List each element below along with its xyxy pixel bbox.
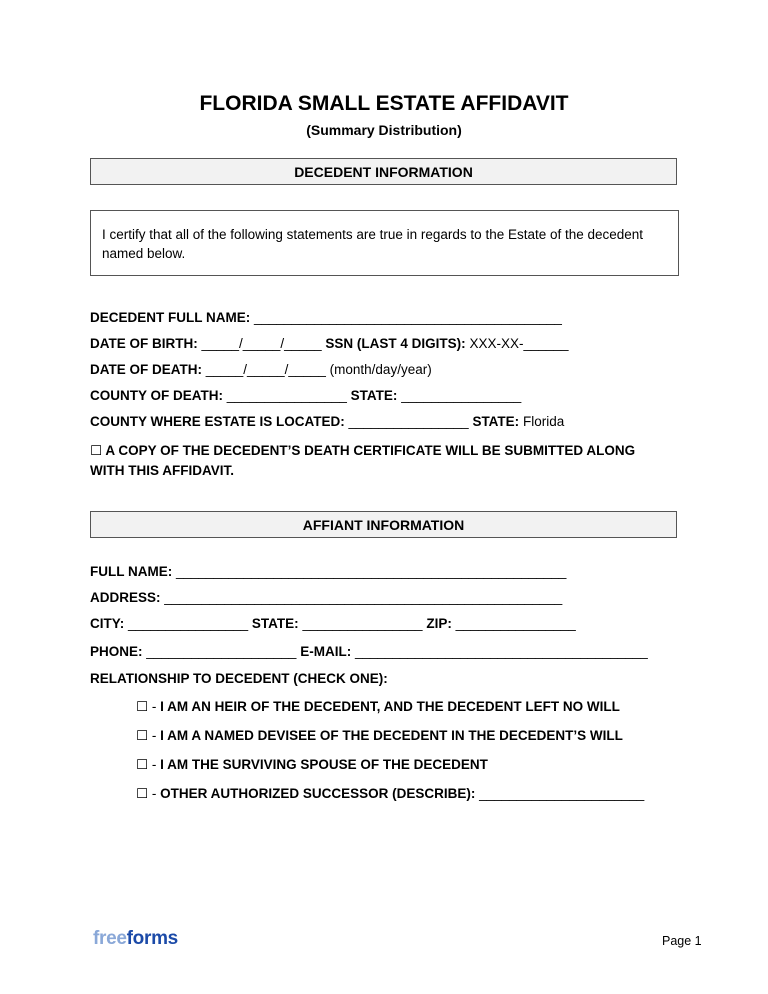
decedent-full-name-row (90, 310, 562, 325)
decedent-full-name-label: DECEDENT FULL NAME: (90, 310, 251, 325)
option-separator: - (148, 786, 161, 801)
affiant-zip-field[interactable]: ________________ (455, 616, 576, 631)
death-certificate-text-line1: A COPY OF THE DECEDENT’S DEATH CERTIFICATE WILL BE SUBMITTED ALONG (105, 443, 636, 458)
affiant-city-state-zip-row (90, 616, 576, 631)
relationship-checkbox[interactable]: ☐ (136, 786, 149, 801)
dod-row (90, 362, 432, 377)
relationship-option (136, 728, 623, 744)
relationship-option-label: OTHER AUTHORIZED SUCCESSOR (DESCRIBE): (160, 786, 476, 801)
affiant-full-name-row (90, 564, 566, 579)
relationship-checkbox[interactable]: ☐ (136, 728, 149, 743)
state-death-label: STATE: (350, 388, 398, 403)
affiant-city-label: CITY: (90, 616, 125, 631)
affiant-zip-label: ZIP: (426, 616, 452, 631)
logo-forms-text: forms (126, 928, 178, 949)
dod-hint: (month/day/year) (329, 362, 432, 377)
affiant-full-name-label: FULL NAME: (90, 564, 173, 579)
affiant-city-field[interactable]: ________________ (128, 616, 249, 631)
relationship-option-label: I AM A NAMED DEVISEE OF THE DECEDENT IN THE DECEDENT’S WILL (160, 728, 623, 743)
affiant-email-label: E-MAIL: (300, 644, 352, 659)
county-death-row (90, 388, 521, 403)
relationship-option-label: I AM AN HEIR OF THE DECEDENT, AND THE DECEDENT LEFT NO WILL (160, 699, 620, 714)
decedent-full-name-field[interactable]: _________________________________________ (254, 310, 562, 325)
affiant-phone-label: PHONE: (90, 644, 143, 659)
option-separator: - (148, 728, 161, 743)
freeforms-logo (93, 928, 178, 950)
county-estate-row (90, 414, 564, 429)
state-death-field[interactable]: ________________ (401, 388, 522, 403)
estate-state-value: Florida (522, 414, 565, 429)
affiant-address-field[interactable]: _____________________________________________________ (164, 590, 563, 605)
affiant-phone-email-row (90, 644, 648, 659)
other-successor-field[interactable]: ______________________ (479, 786, 645, 801)
county-death-label: COUNTY OF DEATH: (90, 388, 223, 403)
certification-statement: I certify that all of the following statements are true in regards to the Estate of the decedent named below. (90, 210, 679, 276)
relationship-label: RELATIONSHIP TO DECEDENT (CHECK ONE): (90, 671, 388, 686)
county-estate-field[interactable]: ________________ (348, 414, 469, 429)
county-estate-label: COUNTY WHERE ESTATE IS LOCATED: (90, 414, 345, 429)
page-number: Page 1 (662, 934, 702, 948)
option-separator: - (148, 757, 161, 772)
ssn-label: SSN (LAST 4 DIGITS): (325, 336, 466, 351)
death-certificate-checkbox[interactable]: ☐ (90, 443, 103, 458)
dod-label: DATE OF DEATH: (90, 362, 202, 377)
affiant-state-label: STATE: (251, 616, 299, 631)
option-separator: - (148, 699, 161, 714)
affiant-full-name-field[interactable]: ____________________________________________________ (176, 564, 567, 579)
dob-ssn-row (90, 336, 569, 351)
relationship-option (136, 699, 620, 715)
affiant-state-field[interactable]: ________________ (302, 616, 423, 631)
document-title: FLORIDA SMALL ESTATE AFFIDAVIT (199, 92, 569, 115)
county-death-field[interactable]: ________________ (226, 388, 347, 403)
affiant-address-row (90, 590, 562, 605)
decedent-section-heading: DECEDENT INFORMATION (90, 158, 677, 185)
relationship-option-label: I AM THE SURVIVING SPOUSE OF THE DECEDENT (160, 757, 488, 772)
dod-field[interactable]: _____/_____/_____ (205, 362, 326, 377)
dob-field[interactable]: _____/_____/_____ (201, 336, 322, 351)
affiant-address-label: ADDRESS: (90, 590, 161, 605)
death-certificate-statement (90, 441, 635, 481)
logo-free-text: free (93, 928, 127, 949)
relationship-checkbox[interactable]: ☐ (136, 757, 149, 772)
relationship-checkbox[interactable]: ☐ (136, 699, 149, 714)
affiant-phone-field[interactable]: ____________________ (146, 644, 297, 659)
ssn-field[interactable]: XXX-XX-______ (469, 336, 569, 351)
estate-state-label: STATE: (472, 414, 520, 429)
relationship-option (136, 786, 644, 802)
death-certificate-text-line2: WITH THIS AFFIDAVIT. (90, 463, 234, 478)
dob-label: DATE OF BIRTH: (90, 336, 198, 351)
relationship-option (136, 757, 488, 773)
affiant-email-field[interactable]: _______________________________________ (354, 644, 648, 659)
affiant-section-heading: AFFIANT INFORMATION (90, 511, 677, 538)
document-subtitle: (Summary Distribution) (306, 122, 462, 138)
